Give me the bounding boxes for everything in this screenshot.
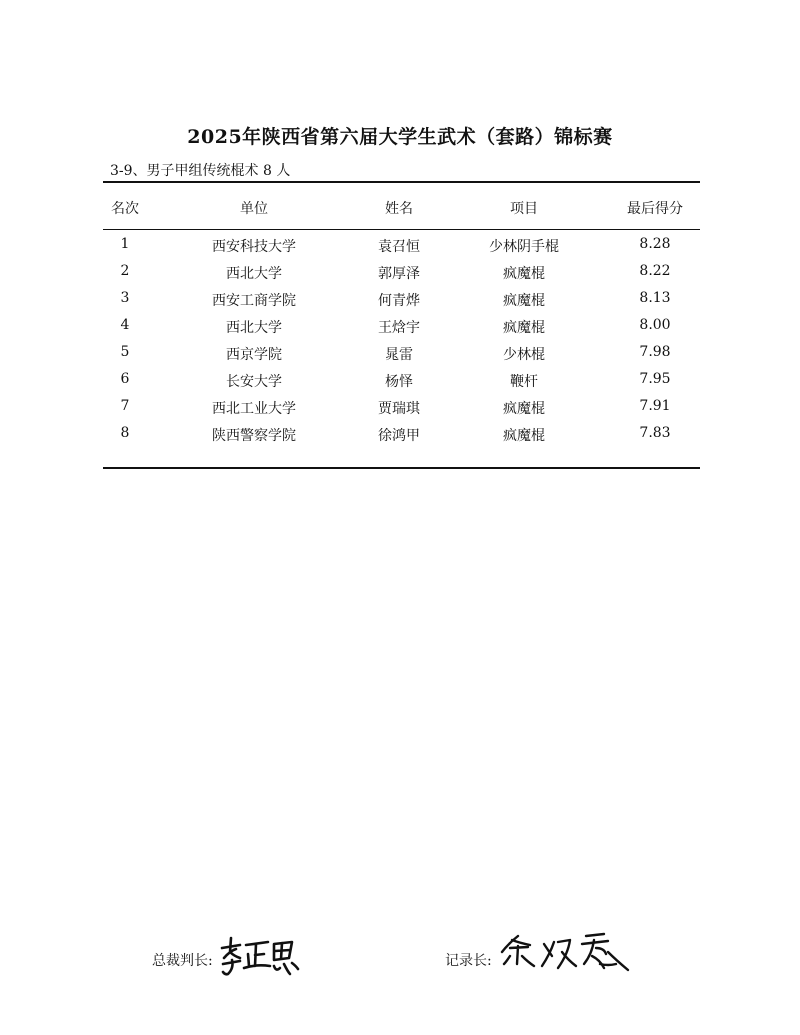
rank-cell: 6 — [120, 371, 130, 387]
event-cell: 疯魔棍 — [503, 428, 545, 444]
name-cell: 郭厚泽 — [378, 266, 420, 282]
name-cell: 徐鸿甲 — [378, 428, 420, 444]
name-cell: 贾瑞琪 — [378, 401, 420, 417]
table-bottom-rule — [103, 467, 700, 469]
chief-referee-signature — [218, 936, 300, 978]
rank-cell: 7 — [120, 398, 130, 414]
unit-cell: 西北大学 — [226, 320, 282, 336]
table-row — [0, 398, 800, 418]
header-unit: 单位 — [240, 201, 268, 217]
chief-referee-label: 总裁判长: — [152, 953, 213, 969]
score-cell: 8.28 — [639, 236, 671, 252]
header-rank: 名次 — [111, 201, 139, 217]
rank-cell: 8 — [120, 425, 130, 441]
event-cell: 鞭杆 — [510, 374, 538, 390]
unit-cell: 西安工商学院 — [212, 293, 296, 309]
name-cell: 王焓宇 — [378, 320, 420, 336]
table-row — [0, 317, 800, 337]
table-row — [0, 263, 800, 283]
score-cell: 8.13 — [639, 290, 671, 306]
table-row — [0, 425, 800, 445]
header-name: 姓名 — [385, 201, 413, 217]
header-score: 最后得分 — [627, 201, 683, 217]
document-title: 2025年陕西省第六届大学生武术（套路）锦标赛 — [187, 126, 613, 148]
score-cell: 7.83 — [639, 425, 671, 441]
rank-cell: 4 — [120, 317, 130, 333]
event-subtitle: 3-9、男子甲组传统棍术 8 人 — [110, 163, 291, 179]
unit-cell: 陕西警察学院 — [212, 428, 296, 444]
rank-cell: 1 — [120, 236, 130, 252]
recorder-label: 记录长: — [445, 953, 492, 969]
score-cell: 7.91 — [639, 398, 671, 414]
name-cell: 何青烨 — [378, 293, 420, 309]
table-row — [0, 236, 800, 256]
score-cell: 8.22 — [639, 263, 671, 279]
unit-cell: 西安科技大学 — [212, 239, 296, 255]
table-row — [0, 290, 800, 310]
table-header-rule — [103, 229, 700, 230]
score-cell: 7.98 — [639, 344, 671, 360]
event-cell: 疯魔棍 — [503, 320, 545, 336]
table-row — [0, 344, 800, 364]
rank-cell: 3 — [120, 290, 130, 306]
event-cell: 少林棍 — [503, 347, 545, 363]
table-row — [0, 371, 800, 391]
rank-cell: 5 — [120, 344, 130, 360]
unit-cell: 西北工业大学 — [212, 401, 296, 417]
name-cell: 杨怿 — [385, 374, 413, 390]
event-cell: 疯魔棍 — [503, 293, 545, 309]
event-cell: 疯魔棍 — [503, 401, 545, 417]
recorder-signature — [500, 930, 632, 976]
unit-cell: 长安大学 — [226, 374, 282, 390]
name-cell: 袁召恒 — [378, 239, 420, 255]
name-cell: 晁雷 — [385, 347, 413, 363]
header-event: 项目 — [510, 201, 538, 217]
unit-cell: 西京学院 — [226, 347, 282, 363]
event-cell: 疯魔棍 — [503, 266, 545, 282]
table-top-rule — [103, 181, 700, 183]
unit-cell: 西北大学 — [226, 266, 282, 282]
score-cell: 8.00 — [639, 317, 671, 333]
event-cell: 少林阴手棍 — [489, 239, 559, 255]
signature-block — [0, 936, 800, 986]
rank-cell: 2 — [120, 263, 130, 279]
score-cell: 7.95 — [639, 371, 671, 387]
